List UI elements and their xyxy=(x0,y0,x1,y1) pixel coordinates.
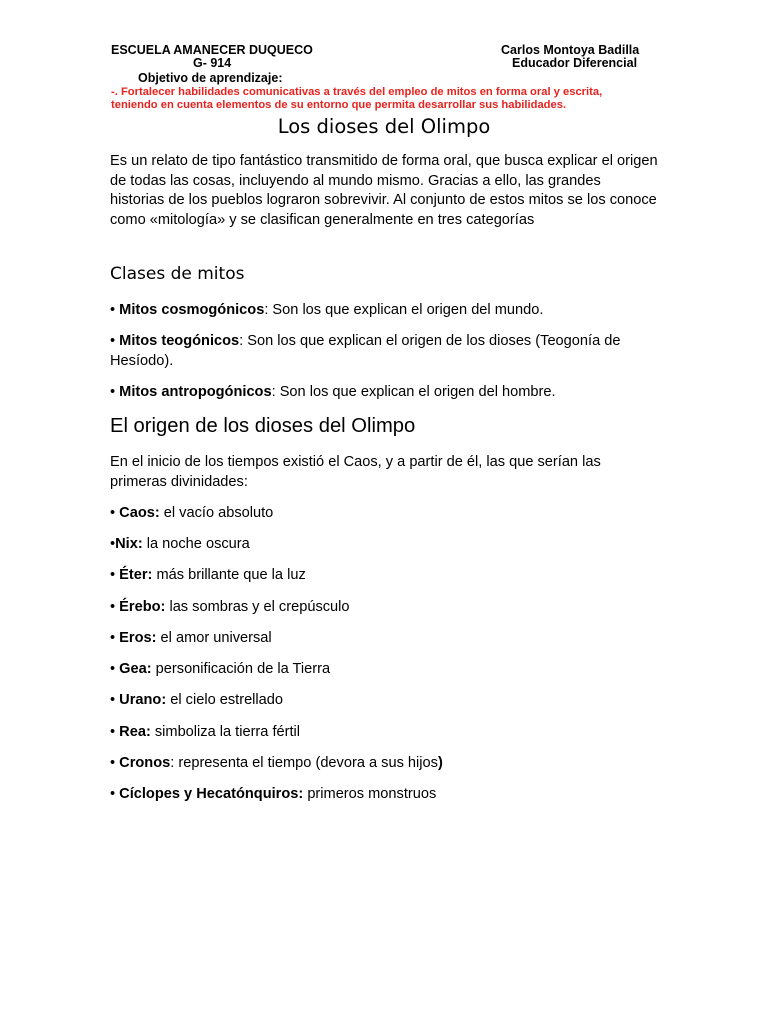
deity-item xyxy=(110,504,273,524)
myth-class-desc: : Son los que explican el origen de los dioses (Teogonía de Hesíodo). xyxy=(110,333,621,369)
myth-class-item xyxy=(110,301,543,321)
intro-paragraph: Es un relato de tipo fantástico transmitido de forma oral, que busca explicar el origen de todas las cosas, incluyendo al mundo mismo. Gracias a ello, las grandes historias de los pueblos lograron sobrevivir. Al conjunto de estos mitos se los conoce como «mitología» y se clasifican generalmente en tres categorías xyxy=(110,153,658,228)
bullet: • xyxy=(110,661,120,677)
teacher-role: Educador Diferencial xyxy=(512,56,638,70)
bullet: • xyxy=(110,599,120,615)
deity-name: Eros: xyxy=(119,630,157,646)
deity-desc: el amor universal xyxy=(156,630,272,646)
deity-name: Nix: xyxy=(115,536,143,552)
bullet: • xyxy=(110,536,116,552)
deity-item xyxy=(110,785,436,805)
myth-class-item xyxy=(110,332,658,371)
deity-item xyxy=(110,723,300,743)
deity-desc: la noche oscura xyxy=(142,536,250,552)
group-code: G- 914 xyxy=(193,56,232,70)
teacher-name: Carlos Montoya Badilla xyxy=(501,43,640,57)
bullet: • xyxy=(110,755,120,771)
deity-item xyxy=(110,660,330,680)
bullet: • xyxy=(110,333,120,349)
deity-item xyxy=(110,566,306,586)
bullet: • xyxy=(110,724,120,740)
deity-item xyxy=(110,754,443,774)
myth-class-desc: : Son los que explican el origen del mundo. xyxy=(264,302,544,318)
deity-desc: más brillante que la luz xyxy=(152,567,306,583)
deity-name: Cíclopes y Hecatónquiros: xyxy=(119,786,304,802)
deity-desc: personificación de la Tierra xyxy=(151,661,331,677)
objective-text: -. Fortalecer habilidades comunicativas a través del empleo de mitos en forma oral y escrita, teniendo en cuenta elementos de su entorno que permita desarrollar sus habilidades. xyxy=(111,86,603,111)
origin-intro: En el inicio de los tiempos existió el Caos, y a partir de él, las que serían las primeras divinidades: xyxy=(110,454,601,490)
bullet: • xyxy=(110,302,120,318)
deity-name: Éter: xyxy=(119,567,153,583)
page-title: Los dioses del Olimpo xyxy=(277,115,491,138)
myth-class-term: Mitos teogónicos xyxy=(119,333,240,349)
bullet: • xyxy=(110,505,120,521)
myth-class-desc: : Son los que explican el origen del hombre. xyxy=(271,384,556,400)
myth-class-term: Mitos antropogónicos xyxy=(119,384,272,400)
deity-desc: simboliza la tierra fértil xyxy=(150,724,301,740)
objective-label: Objetivo de aprendizaje: xyxy=(138,71,283,85)
deity-item xyxy=(110,629,272,649)
deity-item xyxy=(110,535,250,555)
deity-name: Érebo: xyxy=(119,599,166,615)
deity-name: Gea: xyxy=(119,661,152,677)
deity-desc: las sombras y el crepúsculo xyxy=(165,599,350,615)
deity-name: Caos: xyxy=(119,505,160,521)
deity-name: Urano: xyxy=(119,692,167,708)
deity-name: Rea: xyxy=(119,724,151,740)
deity-desc: primeros monstruos xyxy=(303,786,437,802)
bullet: • xyxy=(110,630,120,646)
deity-desc: el cielo estrellado xyxy=(166,692,284,708)
deity-desc: : representa el tiempo (devora a sus hijos xyxy=(170,755,438,771)
bullet: • xyxy=(110,692,120,708)
deity-desc: el vacío absoluto xyxy=(159,505,274,521)
origin-heading: El origen de los dioses del Olimpo xyxy=(110,415,416,437)
bullet: • xyxy=(110,786,120,802)
deity-name: Cronos xyxy=(119,755,171,771)
myth-class-term: Mitos cosmogónicos xyxy=(119,302,265,318)
deity-desc-trail: ) xyxy=(437,755,443,771)
bullet: • xyxy=(110,567,120,583)
bullet: • xyxy=(110,384,120,400)
school-name: ESCUELA AMANECER DUQUECO xyxy=(111,43,313,57)
deity-item xyxy=(110,691,283,711)
deity-item xyxy=(110,598,350,618)
myth-class-item xyxy=(110,383,556,403)
myth-classes-heading: Clases de mitos xyxy=(110,264,245,284)
